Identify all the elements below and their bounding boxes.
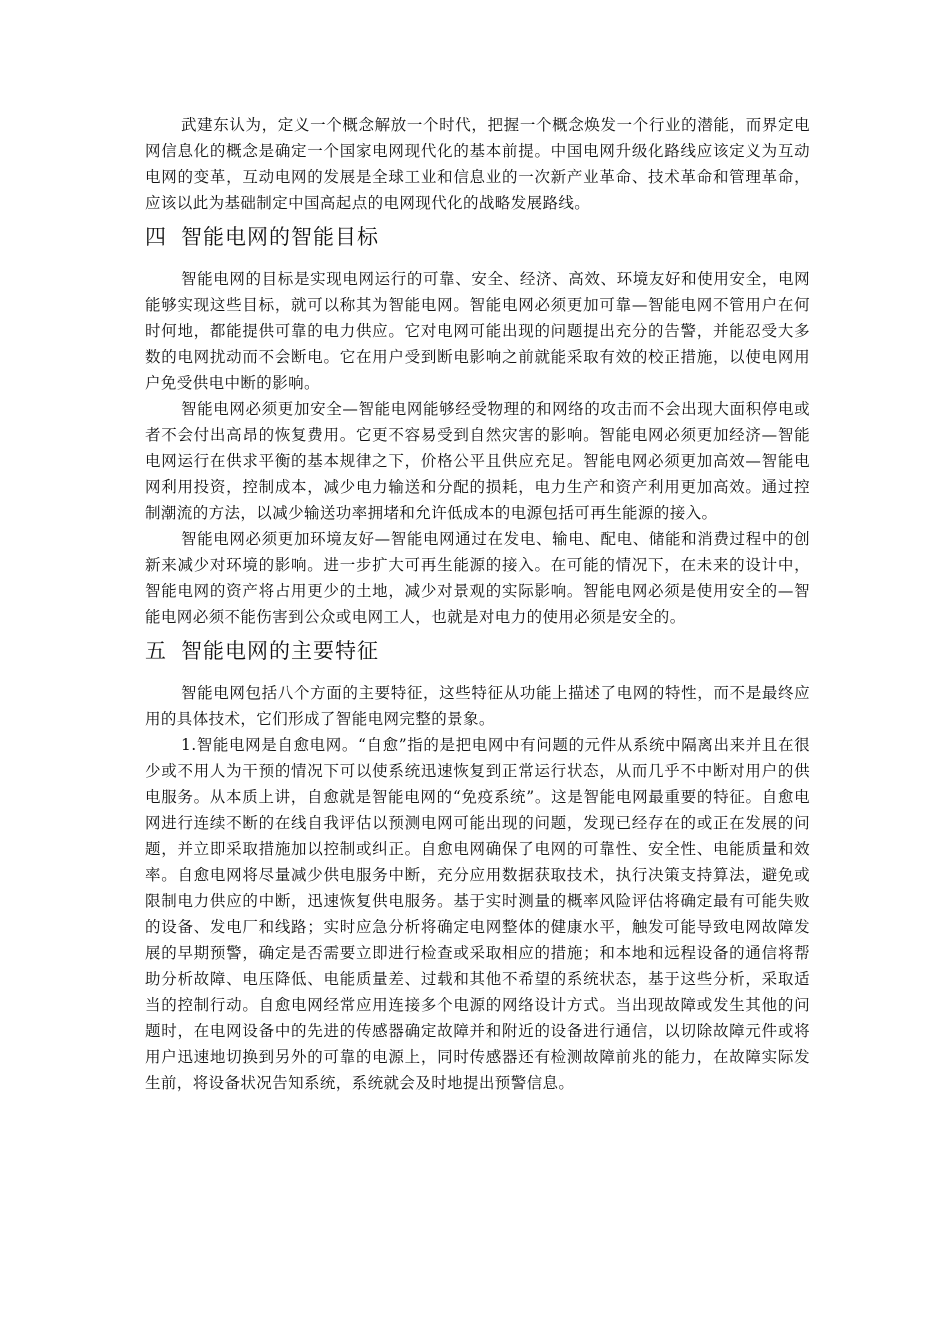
section4-paragraph-3: 智能电网必须更加环境友好—智能电网通过在发电、输电、配电、储能和消费过程中的创新来减少对环境的影响。进一步扩大可再生能源的接入。在可能的情况下，在未来的设计中，智能电网的资产将占用更少的土地，减少对景观的实际影响。智能电网必须是使用安全的—智能电网必须不能伤害到公众或电网工人，也就是对电力的使用必须是安全的。 (145, 530, 810, 626)
section-heading-4 (145, 220, 810, 254)
section-heading-5 (145, 634, 810, 668)
intro-paragraph: 武建东认为，定义一个概念解放一个时代，把握一个概念焕发一个行业的潜能，而界定电网信息化的概念是确定一个国家电网现代化的基本前提。中国电网升级化路线应该定义为互动电网的变革，互动电网的发展是全球工业和信息业的一次新产业革命、技术革命和管理革命，应该以此为基础制定中国高起点的电网现代化的战略发展路线。 (145, 116, 810, 212)
section-title-5: 智能电网的主要特征 (181, 639, 379, 663)
document-page (145, 112, 810, 1096)
section-number-4: 四 (145, 225, 167, 249)
section5-paragraph-1: 智能电网包括八个方面的主要特征，这些特征从功能上描述了电网的特性，而不是最终应用的具体技术，它们形成了智能电网完整的景象。 (145, 684, 810, 728)
section4-paragraph-1: 智能电网的目标是实现电网运行的可靠、安全、经济、高效、环境友好和使用安全，电网能够实现这些目标，就可以称其为智能电网。智能电网必须更加可靠—智能电网不管用户在何时何地，都能提供可靠的电力供应。它对电网可能出现的问题提出充分的告警，并能忍受大多数的电网扰动而不会断电。它在用户受到断电影响之前就能采取有效的校正措施，以使电网用户免受供电中断的影响。 (145, 270, 810, 392)
section5-paragraph-2: 1.智能电网是自愈电网。“自愈”指的是把电网中有问题的元件从系统中隔离出来并且在很少或不用人为干预的情况下可以使系统迅速恢复到正常运行状态，从而几乎不中断对用户的供电服务。从本质上讲，自愈就是智能电网的“免疫系统”。这是智能电网最重要的特征。自愈电网进行连续不断的在线自我评估以预测电网可能出现的问题，发现已经存在的或正在发展的问题，并立即采取措施加以控制或纠正。自愈电网确保了电网的可靠性、安全性、电能质量和效率。自愈电网将尽量减少供电服务中断，充分应用数据获取技术，执行决策支持算法，避免或限制电力供应的中断，迅速恢复供电服务。基于实时测量的概率风险评估将确定最有可能失败的设备、发电厂和线路；实时应急分析将确定电网整体的健康水平，触发可能导致电网故障发展的早期预警，确定是否需要立即进行检查或采取相应的措施；和本地和远程设备的通信将帮助分析故障、电压降低、电能质量差、过载和其他不希望的系统状态，基于这些分析，采取适当的控制行动。自愈电网经常应用连接多个电源的网络设计方式。当出现故障或发生其他的问题时，在电网设备中的先进的传感器确定故障并和附近的设备进行通信，以切除故障元件或将用户迅速地切换到另外的可靠的电源上，同时传感器还有检测故障前兆的能力，在故障实际发生前，将设备状况告知系统，系统就会及时地提出预警信息。 (145, 736, 810, 1092)
section4-paragraph-2: 智能电网必须更加安全—智能电网能够经受物理的和网络的攻击而不会出现大面积停电或者不会付出高昂的恢复费用。它更不容易受到自然灾害的影响。智能电网必须更加经济—智能电网运行在供求平衡的基本规律之下，价格公平且供应充足。智能电网必须更加高效—智能电网利用投资，控制成本，减少电力输送和分配的损耗，电力生产和资产利用更加高效。通过控制潮流的方法，以减少输送功率拥堵和允许低成本的电源包括可再生能源的接入。 (145, 400, 810, 522)
section-number-5: 五 (145, 639, 167, 663)
section-title-4: 智能电网的智能目标 (181, 225, 379, 249)
